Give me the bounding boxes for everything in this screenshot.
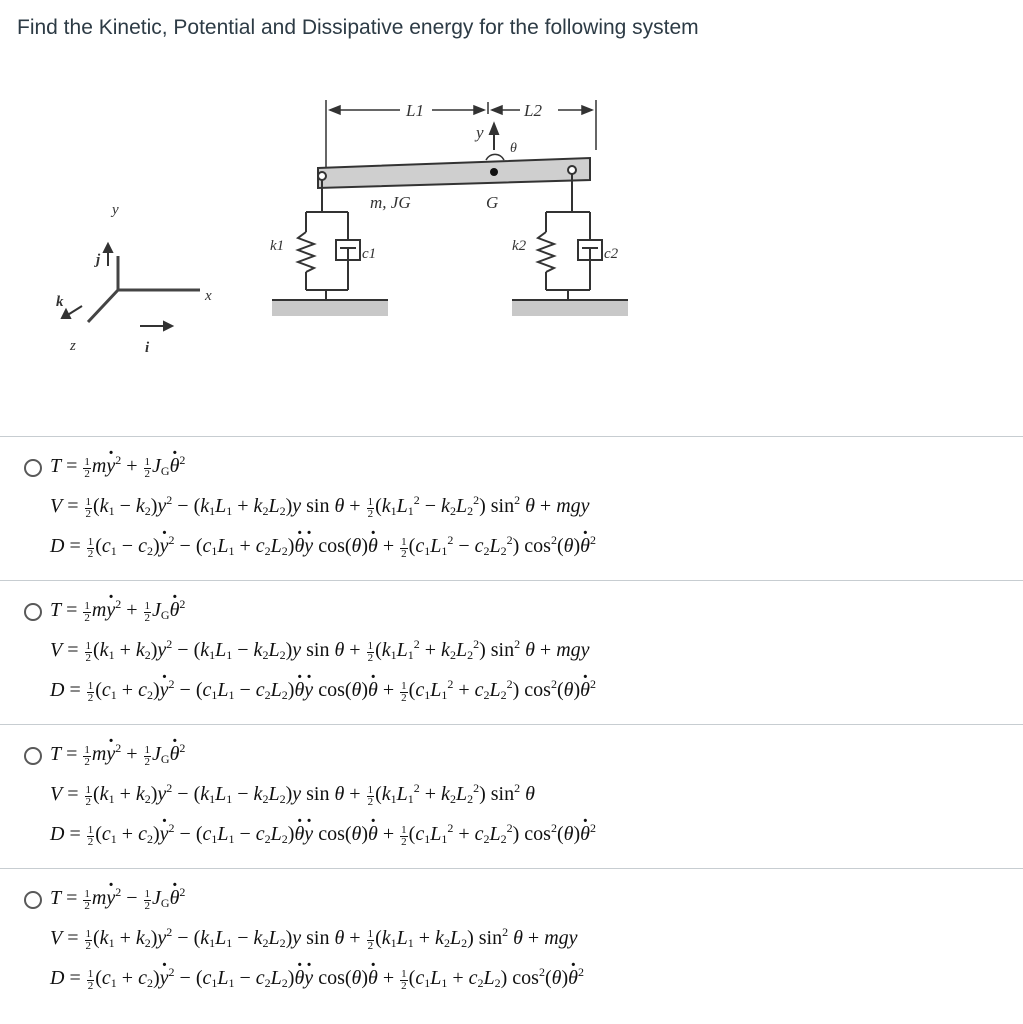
answer-option-2[interactable] bbox=[0, 580, 1023, 725]
option-1-dissipative: D = $\frac{1}{2}$ $(c_1 - c_2)y \cdot^2 - (c_1L_1 + c_2L_2)\theta \cdot y \cdot \cos(\theta)\theta$ · + $\frac{1}{2}$ $(c_1L_1^2 - c_2L_2^2)$ $\cos^2(\theta)\theta \cdot^2$ bbox=[50, 535, 596, 560]
option-1-kinetic: T = $\frac{1}{2}$ my ·$^2$ + $\frac{1}{2}$ $J_G\theta \cdot^2$ bbox=[50, 455, 185, 480]
label-center-of-gravity: G bbox=[486, 193, 499, 212]
unit-vector-k: k bbox=[56, 294, 64, 310]
label-k2: k2 bbox=[512, 238, 527, 254]
radio-option-2[interactable] bbox=[24, 603, 42, 621]
option-3-kinetic: T = $\frac{1}{2}$ my ·$^2$ + $\frac{1}{2}$ $J_G\theta \cdot^2$ bbox=[50, 743, 185, 768]
answer-option-1[interactable] bbox=[0, 436, 1023, 581]
option-1-potential: V = $\frac{1}{2}$ $(k_1 - k_2)y^2 - (k_1L_1 + k_2L_2)y$ sin θ + $\frac{1}{2}$ $(k_1L_1^2 - k_2L_2^2)$ $\sin^2 \theta$ + mgy bbox=[50, 493, 590, 520]
left-support bbox=[298, 180, 360, 300]
label-mass-inertia: m, JG bbox=[370, 193, 411, 212]
option-3-potential: V = $\frac{1}{2}$ $(k_1 + k_2)y^2 - (k_1L_1 - k_2L_2)y$ sin θ + $\frac{1}{2}$ $(k_1L_1^2 + k_2L_2^2)$ $\sin^2 \theta$ bbox=[50, 781, 535, 808]
question-text: Find the Kinetic, Potential and Dissipative energy for the following system bbox=[17, 16, 699, 39]
dimension-label-L1: L1 bbox=[406, 101, 424, 120]
answer-option-4[interactable] bbox=[0, 868, 1023, 1019]
radio-option-3[interactable] bbox=[24, 747, 42, 765]
option-2-dissipative: D = $\frac{1}{2}$ $(c_1 + c_2)y \cdot^2 - (c_1L_1 - c_2L_2)\theta \cdot y \cdot \cos(\theta)\theta$ · + $\frac{1}{2}$ $(c_1L_1^2 + c_2L_2^2)$ $\cos^2(\theta)\theta \cdot^2$ bbox=[50, 679, 596, 704]
label-k1: k1 bbox=[270, 238, 285, 254]
option-4-dissipative: D = $\frac{1}{2}$ $(c_1 + c_2)y \cdot^2 - (c_1L_1 - c_2L_2)\theta \cdot y \cdot \cos(\theta)\theta$ · + $\frac{1}{2}$ $(c_1L_1 + c_2L_2)$ $\cos^2(\theta)\theta \cdot^2$ bbox=[50, 967, 584, 992]
radio-option-4[interactable] bbox=[24, 891, 42, 909]
label-c1: c1 bbox=[362, 246, 377, 262]
unit-vector-j: j bbox=[96, 252, 101, 268]
dimension-label-L2: L2 bbox=[524, 101, 542, 120]
label-c2: c2 bbox=[604, 246, 619, 262]
label-theta: θ bbox=[510, 141, 517, 156]
unit-vector-i: i bbox=[145, 340, 150, 356]
axis-label-y: y bbox=[112, 202, 119, 218]
axis-label-z: z bbox=[70, 338, 76, 354]
option-4-potential: V = $\frac{1}{2}$ $(k_1 + k_2)y^2 - (k_1L_1 - k_2L_2)y$ sin θ + $\frac{1}{2}$ $(k_1L_1 + k_2L_2)$ $\sin^2 \theta$ + mgy bbox=[50, 925, 578, 952]
label-y-displacement: y bbox=[476, 123, 484, 142]
option-3-dissipative: D = $\frac{1}{2}$ $(c_1 + c_2)y \cdot^2 - (c_1L_1 - c_2L_2)\theta \cdot y \cdot \cos(\theta)\theta$ · + $\frac{1}{2}$ $(c_1L_1^2 + c_2L_2^2)$ $\cos^2(\theta)\theta \cdot^2$ bbox=[50, 823, 596, 848]
option-4-kinetic: T = $\frac{1}{2}$ my ·$^2$ − $\frac{1}{2}$ $J_G\theta \cdot^2$ bbox=[50, 887, 185, 912]
answer-option-3[interactable] bbox=[0, 724, 1023, 869]
axis-label-x: x bbox=[205, 288, 212, 304]
radio-option-1[interactable] bbox=[24, 459, 42, 477]
rigid-bar bbox=[318, 158, 590, 188]
coordinate-axes bbox=[88, 256, 200, 322]
right-support bbox=[538, 174, 602, 300]
system-diagram bbox=[0, 90, 1023, 370]
option-2-kinetic: T = $\frac{1}{2}$ my ·$^2$ + $\frac{1}{2}$ $J_G\theta \cdot^2$ bbox=[50, 599, 185, 624]
option-2-potential: V = $\frac{1}{2}$ $(k_1 + k_2)y^2 - (k_1L_1 - k_2L_2)y$ sin θ + $\frac{1}{2}$ $(k_1L_1^2 + k_2L_2^2)$ $\sin^2 \theta$ + mgy bbox=[50, 637, 590, 664]
